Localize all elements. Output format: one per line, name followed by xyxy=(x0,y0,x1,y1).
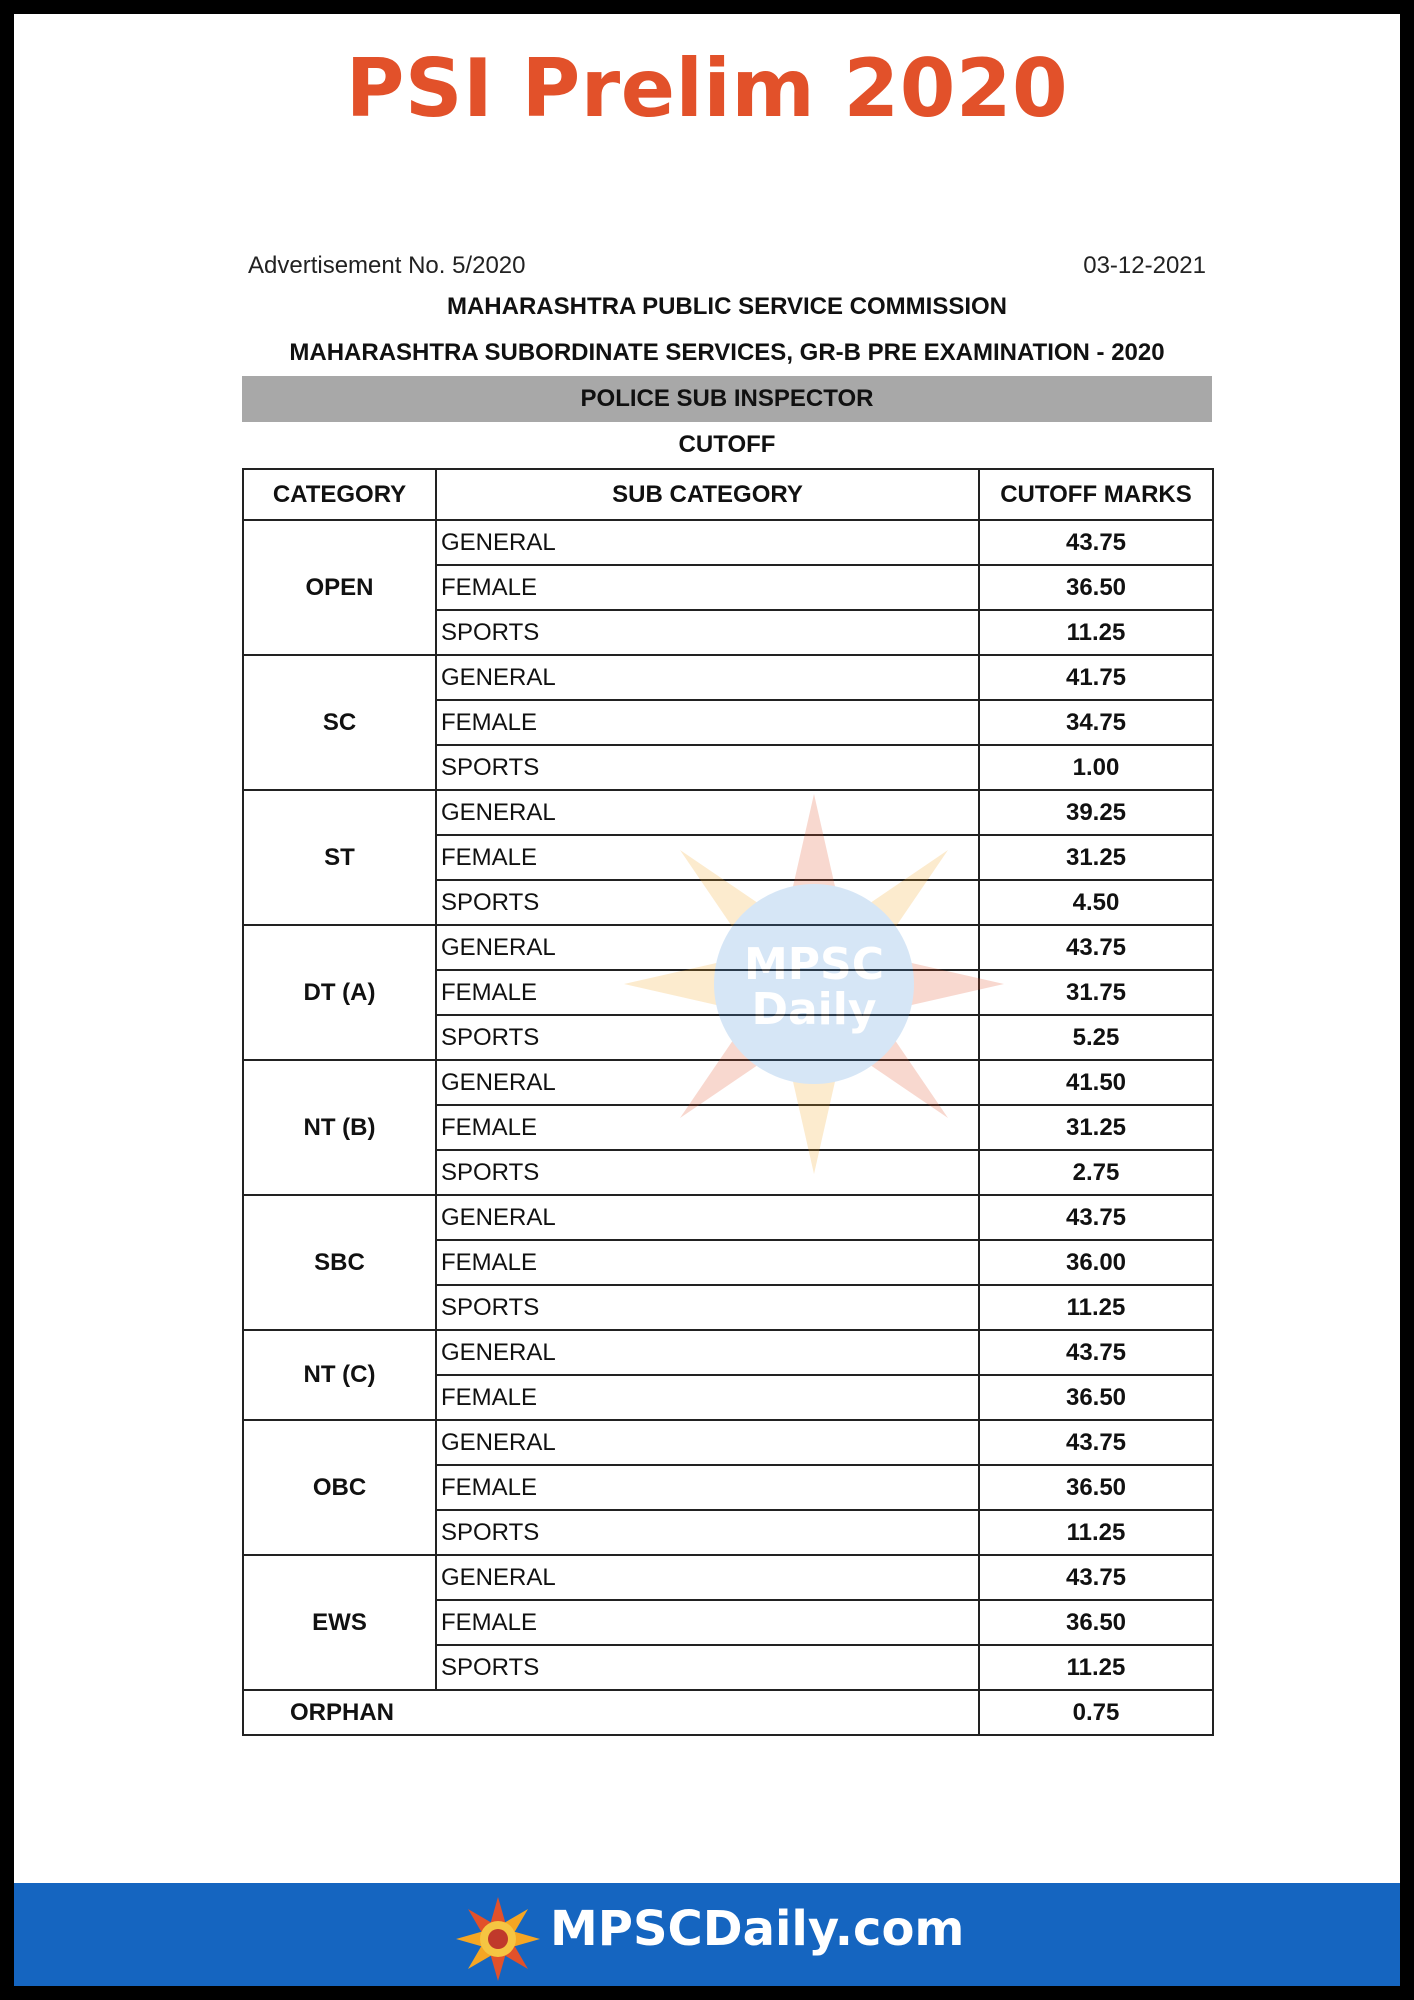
sub-category-cell: FEMALE xyxy=(436,1240,979,1285)
cutoff-marks-cell: 11.25 xyxy=(979,1285,1213,1330)
category-cell: EWS xyxy=(243,1555,436,1690)
mpsc-logo-icon xyxy=(454,1895,542,1983)
footer-banner xyxy=(14,1883,1400,1986)
cutoff-marks-cell: 11.25 xyxy=(979,1510,1213,1555)
cutoff-marks-cell: 36.00 xyxy=(979,1240,1213,1285)
cutoff-marks-cell: 4.50 xyxy=(979,880,1213,925)
sub-category-cell: FEMALE xyxy=(436,835,979,880)
advertisement-number: Advertisement No. 5/2020 xyxy=(248,252,526,279)
cutoff-marks-cell: 43.75 xyxy=(979,925,1213,970)
category-cell: ST xyxy=(243,790,436,925)
sub-category-cell: SPORTS xyxy=(436,1510,979,1555)
sub-category-cell: GENERAL xyxy=(436,1060,979,1105)
category-cell: SC xyxy=(243,655,436,790)
sub-category-cell: SPORTS xyxy=(436,610,979,655)
cutoff-marks-cell: 43.75 xyxy=(979,520,1213,565)
sub-category-cell: SPORTS xyxy=(436,880,979,925)
table-header-row xyxy=(243,469,1213,520)
page xyxy=(14,14,1400,1986)
table-row xyxy=(243,1555,1213,1600)
table-row xyxy=(243,655,1213,700)
page-title: PSI Prelim 2020 xyxy=(345,42,1069,135)
cutoff-marks-cell: 11.25 xyxy=(979,1645,1213,1690)
cutoff-document xyxy=(242,244,1212,1736)
cutoff-marks-cell: 31.25 xyxy=(979,835,1213,880)
cutoff-marks-cell: 36.50 xyxy=(979,565,1213,610)
footer-site-name[interactable]: MPSCDaily.com xyxy=(550,1901,965,1957)
category-cell: DT (A) xyxy=(243,925,436,1060)
table-row-orphan xyxy=(243,1690,1213,1735)
cutoff-table xyxy=(242,468,1214,1736)
cutoff-marks-cell: 36.50 xyxy=(979,1600,1213,1645)
sub-category-cell: GENERAL xyxy=(436,520,979,565)
category-cell: SBC xyxy=(243,1195,436,1330)
watermark-text-2: Daily xyxy=(751,984,877,1035)
cutoff-marks-cell: 39.25 xyxy=(979,790,1213,835)
cutoff-marks-cell: 36.50 xyxy=(979,1465,1213,1510)
cutoff-marks-cell: 41.75 xyxy=(979,655,1213,700)
cutoff-label: CUTOFF xyxy=(678,431,776,458)
cutoff-marks-cell: 43.75 xyxy=(979,1195,1213,1240)
table-row xyxy=(243,1420,1213,1465)
sub-category-cell: GENERAL xyxy=(436,1195,979,1240)
cutoff-marks-cell: 43.75 xyxy=(979,1420,1213,1465)
sub-category-cell: FEMALE xyxy=(436,565,979,610)
category-cell: OPEN xyxy=(243,520,436,655)
header-cutoff-marks: CUTOFF MARKS xyxy=(979,469,1213,520)
sub-category-cell: SPORTS xyxy=(436,1150,979,1195)
sub-category-cell: GENERAL xyxy=(436,1330,979,1375)
table-row xyxy=(243,790,1213,835)
orphan-label-cell: ORPHAN xyxy=(243,1690,979,1735)
category-cell: NT (B) xyxy=(243,1060,436,1195)
cutoff-marks-cell: 34.75 xyxy=(979,700,1213,745)
sub-category-cell: FEMALE xyxy=(436,1600,979,1645)
cutoff-marks-cell: 43.75 xyxy=(979,1330,1213,1375)
orphan-marks-cell: 0.75 xyxy=(979,1690,1213,1735)
table-row xyxy=(243,520,1213,565)
sub-category-cell: FEMALE xyxy=(436,970,979,1015)
sub-category-cell: GENERAL xyxy=(436,790,979,835)
sub-category-cell: FEMALE xyxy=(436,700,979,745)
cutoff-marks-cell: 1.00 xyxy=(979,745,1213,790)
cutoff-marks-cell: 11.25 xyxy=(979,610,1213,655)
category-cell: OBC xyxy=(243,1420,436,1555)
cutoff-marks-cell: 41.50 xyxy=(979,1060,1213,1105)
org-name: MAHARASHTRA PUBLIC SERVICE COMMISSION xyxy=(446,293,1008,320)
cutoff-marks-cell: 5.25 xyxy=(979,1015,1213,1060)
table-row xyxy=(243,1330,1213,1375)
document-date: 03-12-2021 xyxy=(1083,252,1206,279)
sub-category-cell: SPORTS xyxy=(436,1015,979,1060)
watermark-text-1: MPSC xyxy=(743,939,885,990)
table-body xyxy=(243,520,1213,1735)
sub-category-cell: FEMALE xyxy=(436,1105,979,1150)
sub-category-cell: SPORTS xyxy=(436,1285,979,1330)
header-sub-category: SUB CATEGORY xyxy=(436,469,979,520)
sub-category-cell: GENERAL xyxy=(436,1555,979,1600)
cutoff-marks-cell: 31.75 xyxy=(979,970,1213,1015)
table-row xyxy=(243,925,1213,970)
cutoff-marks-cell: 36.50 xyxy=(979,1375,1213,1420)
sub-category-cell: GENERAL xyxy=(436,1420,979,1465)
cutoff-marks-cell: 31.25 xyxy=(979,1105,1213,1150)
exam-name: MAHARASHTRA SUBORDINATE SERVICES, GR-B PRE EXAMINATION - 2020 xyxy=(289,339,1165,366)
header-category: CATEGORY xyxy=(243,469,436,520)
sub-category-cell: SPORTS xyxy=(436,1645,979,1690)
cutoff-marks-cell: 2.75 xyxy=(979,1150,1213,1195)
sub-category-cell: FEMALE xyxy=(436,1375,979,1420)
table-row xyxy=(243,1195,1213,1240)
category-cell: NT (C) xyxy=(243,1330,436,1420)
post-name: POLICE SUB INSPECTOR xyxy=(242,376,1212,422)
cutoff-marks-cell: 43.75 xyxy=(979,1555,1213,1600)
sub-category-cell: GENERAL xyxy=(436,655,979,700)
sub-category-cell: GENERAL xyxy=(436,925,979,970)
table-row xyxy=(243,1060,1213,1105)
meta-row xyxy=(242,244,1212,284)
sub-category-cell: SPORTS xyxy=(436,745,979,790)
sub-category-cell: FEMALE xyxy=(436,1465,979,1510)
